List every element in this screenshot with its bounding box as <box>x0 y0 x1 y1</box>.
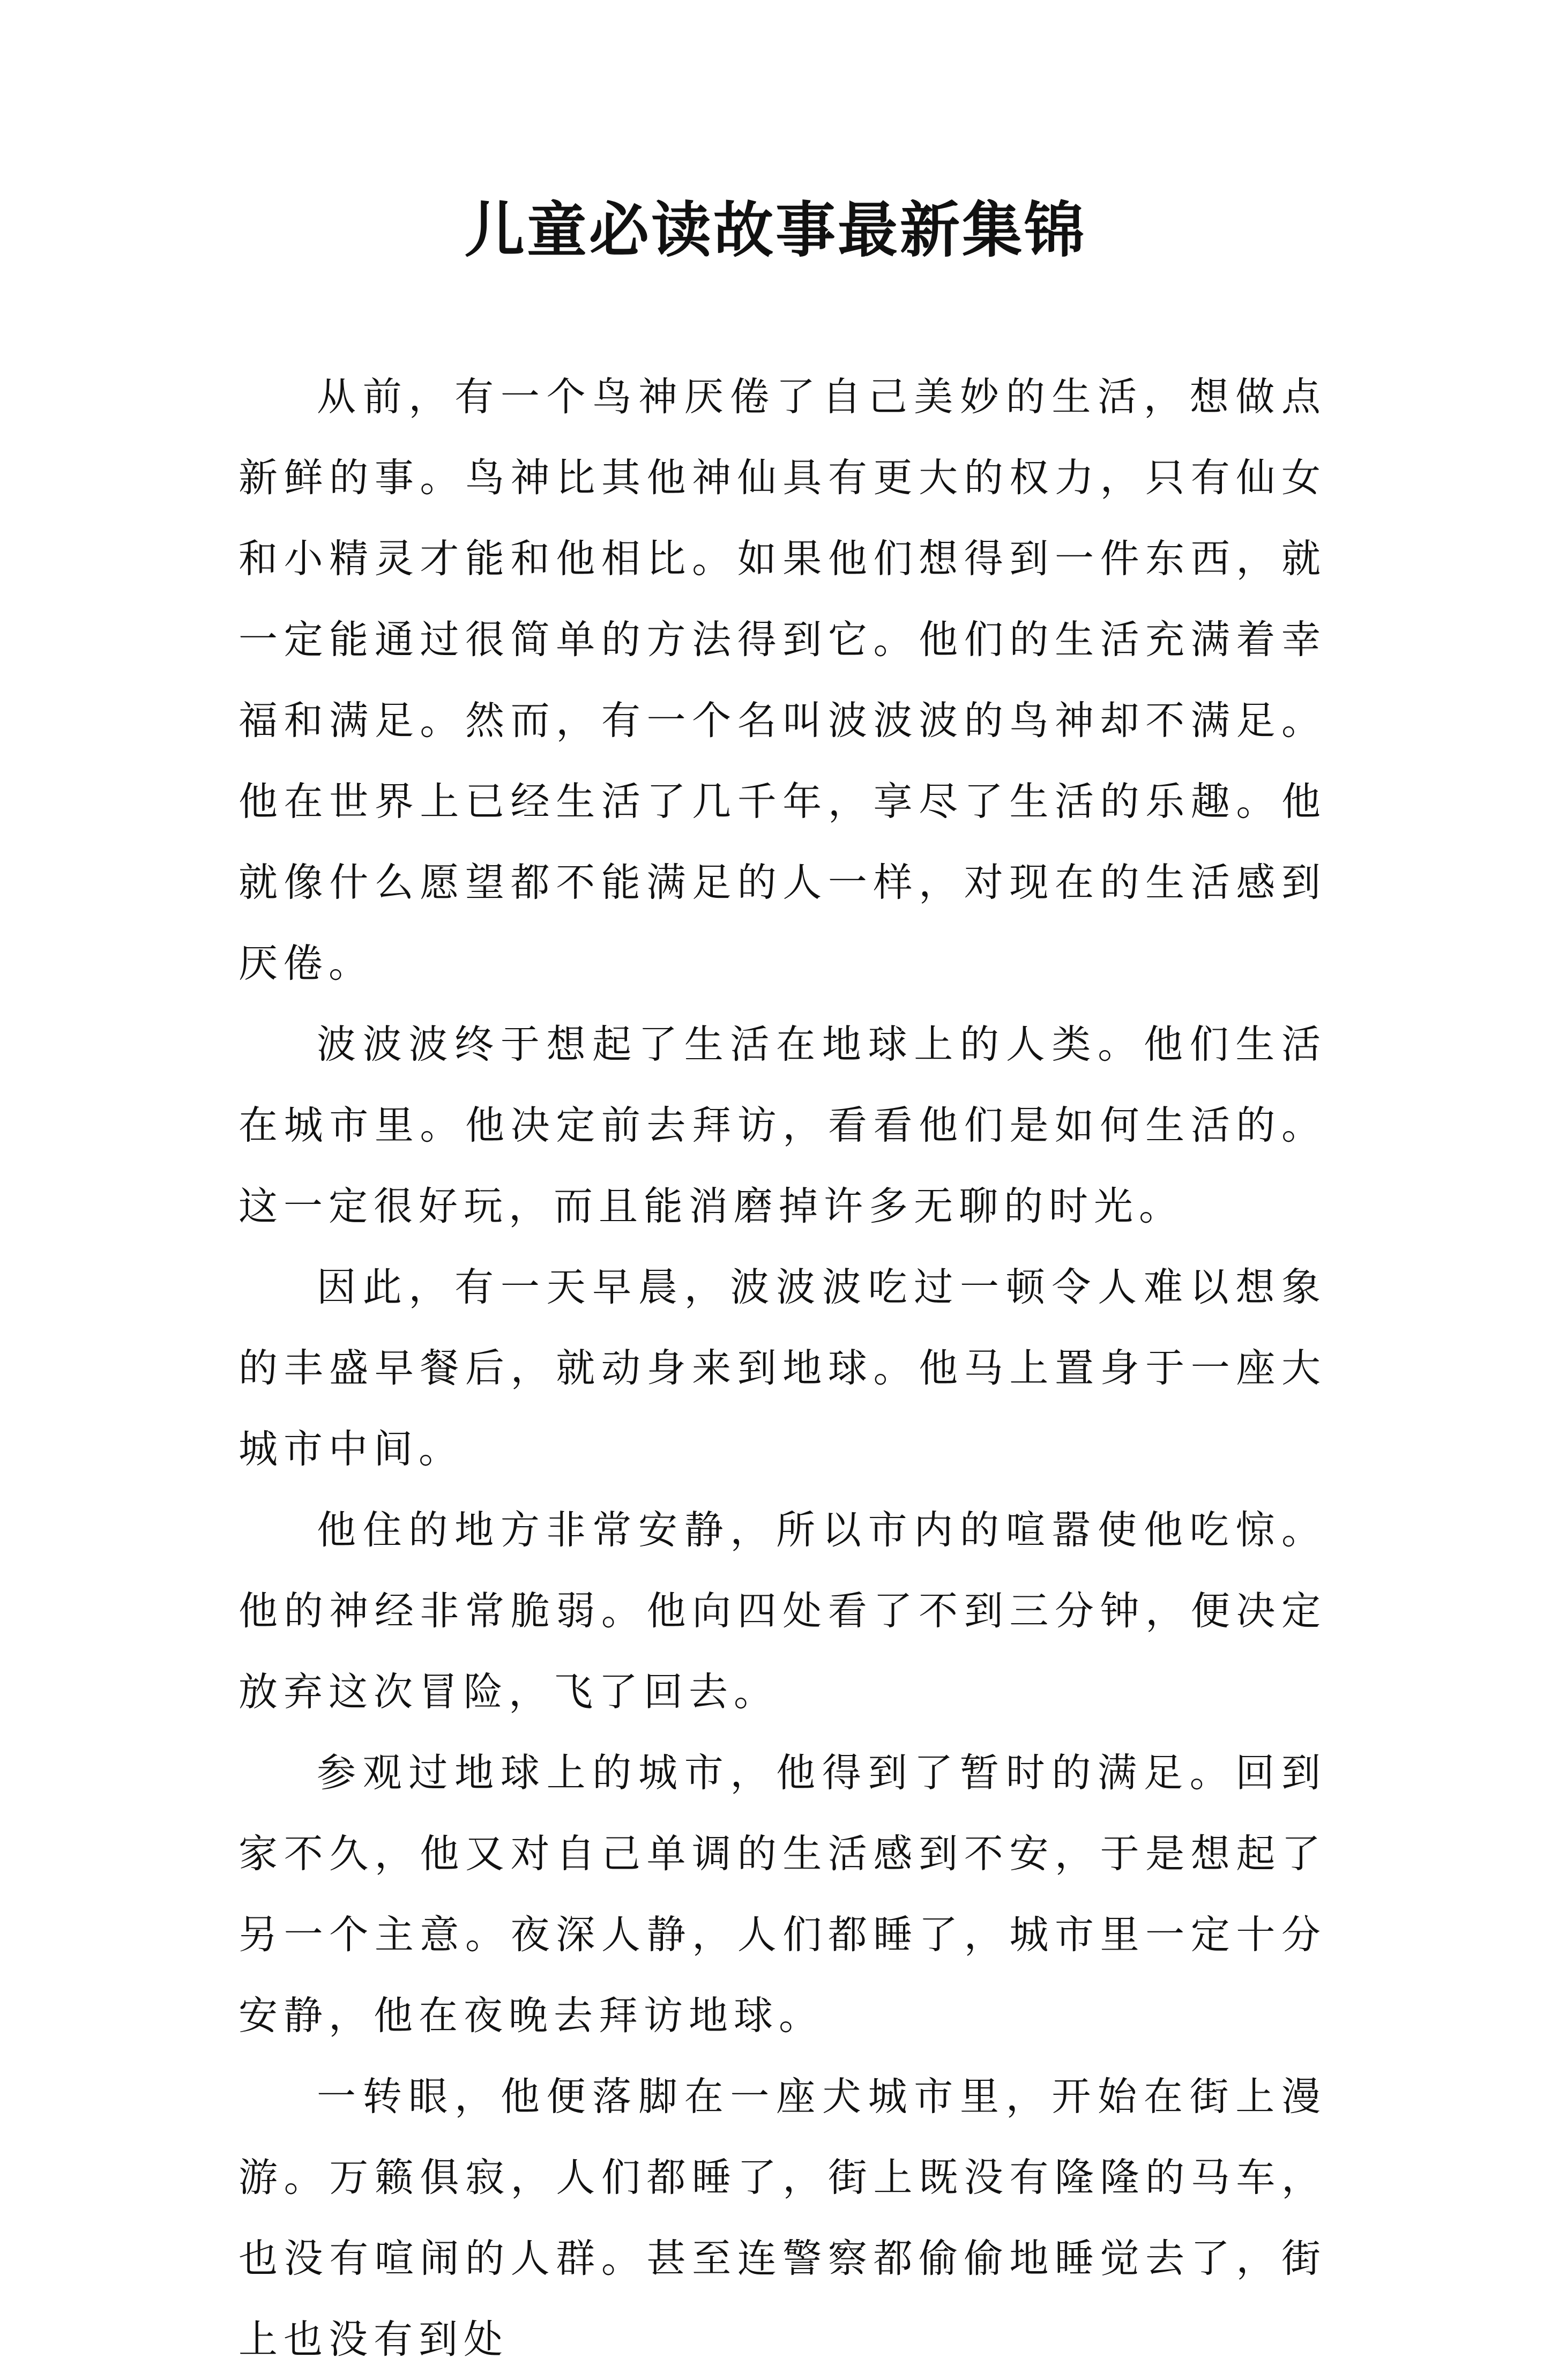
paragraph-1: 从前，有一个鸟神厌倦了自己美妙的生活，想做点新鲜的事。鸟神比其他神仙具有更大的权力，只有仙女和小精灵才能和他相比。如果他们想得到一件东西，就一定能通过很简单的方法得到它。他们的生活充满着幸福和满足。然而，有一个名叫波波波的鸟神却不满足。他在世界上已经生活了几千年，享尽了生活的乐趣。他就像什么愿望都不能满足的人一样，对现在的生活感到厌倦。 <box>238 374 1326 986</box>
document-title: 儿童必读故事最新集锦 <box>465 195 1086 265</box>
document-body <box>238 356 1326 2380</box>
paragraph-4: 他住的地方非常安静，所以市内的喧嚣使他吃惊。他的神经非常脆弱。他向四处看了不到三分钟，便决定放弃这次冒险，飞了回去。 <box>238 1507 1326 1715</box>
paragraph-6: 一转眼，他便落脚在一座犬城市里，开始在街上漫游。万籁俱寂，人们都睡了，街上既没有隆隆的马车，也没有喧闹的人群。甚至连警察都偷偷地睡觉去了，街上也没有到处 <box>238 2074 1326 2362</box>
paragraph-2: 波波波终于想起了生活在地球上的人类。他们生活在城市里。他决定前去拜访，看看他们是如何生活的。这一定很好玩，而且能消磨掉许多无聊的时光。 <box>238 1022 1326 1229</box>
paragraph-5: 参观过地球上的城市，他得到了暂时的满足。回到家不久，他又对自己单调的生活感到不安，于是想起了另一个主意。夜深人静，人们都睡了，城市里一定十分安静，他在夜晚去拜访地球。 <box>238 1750 1326 2039</box>
paragraph-3: 因此，有一天早晨，波波波吃过一顿令人难以想象的丰盛早餐后，就动身来到地球。他马上置身于一座大城市中间。 <box>238 1265 1326 1472</box>
